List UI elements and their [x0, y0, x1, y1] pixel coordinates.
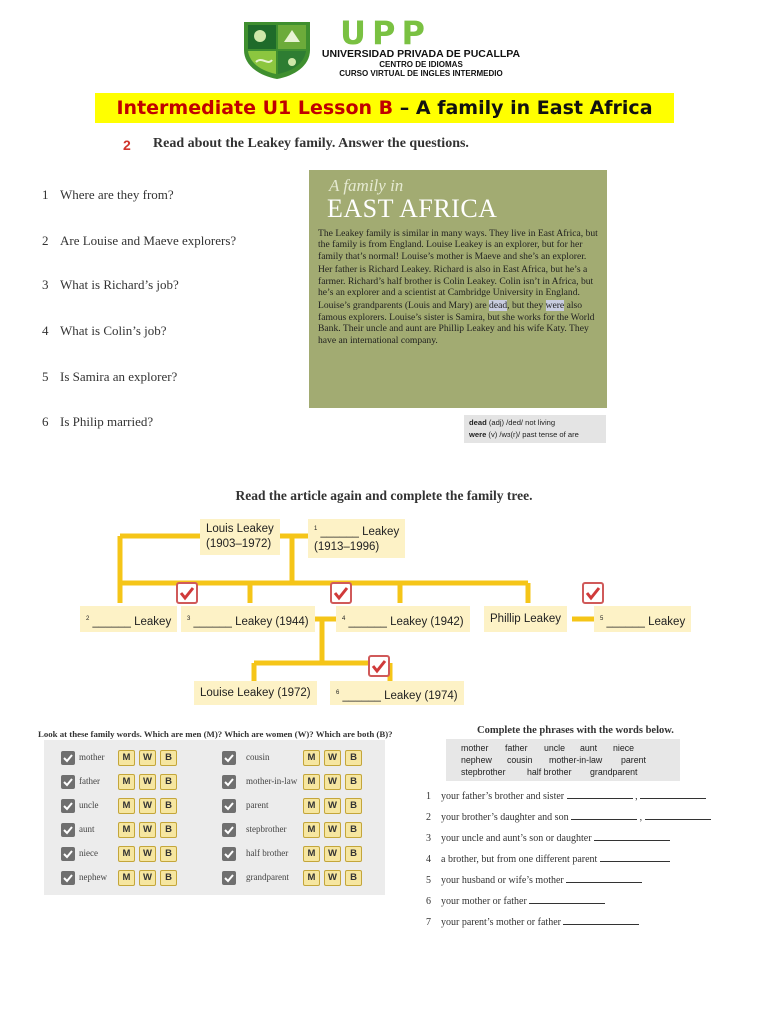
tree-box-5[interactable]: $^5$ ______ Leakey [594, 606, 691, 632]
word-label: niece [79, 848, 98, 858]
check-icon[interactable] [176, 582, 198, 604]
option-b-button[interactable]: B [345, 750, 362, 766]
option-b-button[interactable]: B [345, 846, 362, 862]
answer-blank[interactable] [594, 832, 670, 841]
option-m-button[interactable]: M [118, 774, 135, 790]
word-label: grandparent [246, 872, 289, 882]
answer-blank[interactable] [600, 853, 670, 862]
family-words-panel [44, 740, 385, 895]
option-w-button[interactable]: W [139, 822, 156, 838]
word-bank-item: mother [461, 743, 489, 753]
glossary-highlight: dead [489, 300, 508, 312]
word-bank-item: uncle [544, 743, 566, 753]
option-m-button[interactable]: M [118, 750, 135, 766]
tree-box-louise: Louise Leakey (1972) [194, 681, 317, 705]
answer-blank[interactable] [567, 790, 633, 799]
option-m-button[interactable]: M [118, 822, 135, 838]
option-b-button[interactable]: B [160, 822, 177, 838]
option-m-button[interactable]: M [303, 870, 320, 886]
word-label: mother-in-law [246, 776, 298, 786]
course-name: CURSO VIRTUAL DE INGLES INTERMEDIO [339, 69, 503, 78]
checkbox-icon[interactable] [61, 751, 75, 765]
center-name: CENTRO DE IDIOMAS [379, 60, 463, 69]
word-bank-item: grandparent [590, 767, 638, 777]
family-words-instruction: Look at these family words. Which are men (M)? Which are women (W)? Which are both (B)? [38, 729, 393, 739]
check-icon[interactable] [368, 655, 390, 677]
checkbox-icon[interactable] [61, 847, 75, 861]
word-label: cousin [246, 752, 270, 762]
exercise-instruction: Read about the Leakey family. Answer the questions. [153, 136, 469, 151]
checkbox-icon[interactable] [222, 823, 236, 837]
check-icon[interactable] [330, 582, 352, 604]
word-label: nephew [79, 872, 107, 882]
phrase-item: 3 your uncle and aunt’s son or daughter [426, 832, 670, 844]
phrase-item: 2 your brother’s daughter and son , [426, 811, 711, 823]
checkbox-icon[interactable] [61, 871, 75, 885]
option-m-button[interactable]: M [303, 798, 320, 814]
option-b-button[interactable]: B [345, 774, 362, 790]
phrase-item: 6 your mother or father [426, 895, 605, 907]
word-bank-item: niece [613, 743, 635, 753]
tree-box-4[interactable]: $^4$ ______ Leakey (1942) [336, 606, 470, 632]
option-b-button[interactable]: B [160, 750, 177, 766]
option-w-button[interactable]: W [324, 822, 341, 838]
phrase-item: 4 a brother, but from one different parent [426, 853, 670, 865]
tree-box-6[interactable]: $^6$ ______ Leakey (1974) [330, 681, 464, 705]
question-item: 5 Is Samira an explorer? [42, 369, 178, 384]
checkbox-icon[interactable] [61, 775, 75, 789]
glossary-entry: dead (adj) /ded/ not living [469, 418, 556, 427]
option-w-button[interactable]: W [139, 870, 156, 886]
checkbox-icon[interactable] [61, 799, 75, 813]
tree-box-louis: Louis Leakey (1903–1972) [200, 519, 280, 555]
university-logo [242, 20, 312, 80]
article-paragraph: The Leakey family is similar in many ways. They live in East Africa, but the family is from England. Louise Leakey is an explorer, but for her family that’s normal! Louise’s mother is Maeve and she’s an explorer. [318, 228, 598, 262]
answer-blank[interactable] [571, 811, 637, 820]
option-m-button[interactable]: M [303, 774, 320, 790]
answer-blank[interactable] [563, 916, 639, 925]
checkbox-icon[interactable] [222, 751, 236, 765]
word-label: mother [79, 752, 105, 762]
glossary-highlight: were [545, 300, 565, 312]
option-m-button[interactable]: M [118, 846, 135, 862]
word-bank-item: cousin [507, 755, 533, 765]
lesson-title-banner [95, 93, 674, 123]
phrase-item: 7 your parent’s mother or father [426, 916, 639, 928]
article-paragraph: Louise’s grandparents (Louis and Mary) are dead, but they were also famous explorers. Louise’s sister is Samira, but she works for the World Bank. Their uncle and aunt are Phillip Leakey and his wife Katy. They have an international company. [318, 300, 595, 346]
lesson-topic: – A family in East Africa [393, 97, 653, 119]
logo-text: UPP [340, 14, 431, 52]
university-name: UNIVERSIDAD PRIVADA DE PUCALLPA [321, 48, 521, 60]
tree-instruction: Read the article again and complete the family tree. [235, 488, 533, 503]
question-item: 4 What is Colin’s job? [42, 323, 167, 338]
option-w-button[interactable]: W [324, 846, 341, 862]
question-item: 3 What is Richard’s job? [42, 277, 179, 292]
checkbox-icon[interactable] [61, 823, 75, 837]
tree-box-1[interactable]: $^1$ ______ Leakey (1913–1996) [308, 519, 405, 558]
article-body [318, 228, 603, 348]
option-b-button[interactable]: B [345, 870, 362, 886]
check-icon[interactable] [582, 582, 604, 604]
word-bank-item: aunt [580, 743, 598, 753]
checkbox-icon[interactable] [222, 847, 236, 861]
article-title-small: A family in [329, 176, 404, 195]
tree-box-phillip: Phillip Leakey [484, 606, 567, 632]
option-b-button[interactable]: B [160, 774, 177, 790]
phrase-item: 5 your husband or wife’s mother [426, 874, 642, 886]
option-w-button[interactable]: W [139, 798, 156, 814]
option-w-button[interactable]: W [139, 750, 156, 766]
word-bank-item: mother-in-law [549, 755, 603, 765]
glossary-entry: were (v) /wɜ(r)/ past tense of are [469, 430, 579, 439]
option-m-button[interactable]: M [303, 846, 320, 862]
word-bank-item: parent [621, 755, 646, 765]
article-paragraph: Her father is Richard Leakey. Richard is also in East Africa, but he’s a farmer. Richard’s half brother is Colin Leakey. Colin isn’t in Africa, but he’s an explorer and a scientist at Cambridge University in England. [318, 264, 594, 299]
question-item: 6 Is Philip married? [42, 414, 154, 429]
word-label: parent [246, 800, 269, 810]
option-w-button[interactable]: W [139, 846, 156, 862]
checkbox-icon[interactable] [222, 871, 236, 885]
lesson-code: Intermediate U1 Lesson B [116, 97, 394, 119]
answer-blank[interactable] [640, 790, 706, 799]
word-label: stepbrother [246, 824, 287, 834]
option-w-button[interactable]: W [324, 774, 341, 790]
answer-blank[interactable] [645, 811, 711, 820]
option-b-button[interactable]: B [160, 846, 177, 862]
question-item: 2 Are Louise and Maeve explorers? [42, 233, 237, 248]
article-panel [309, 170, 607, 408]
tree-box-3[interactable]: $^3$ ______ Leakey (1944) [181, 606, 315, 632]
option-b-button[interactable]: B [160, 798, 177, 814]
option-b-button[interactable]: B [345, 822, 362, 838]
word-label: father [79, 776, 100, 786]
article-title: EAST AFRICA [327, 194, 498, 223]
option-b-button[interactable]: B [345, 798, 362, 814]
phrases-instruction: Complete the phrases with the words below. [477, 725, 674, 736]
glossary-box [464, 415, 606, 443]
word-bank-item: half brother [527, 767, 572, 777]
option-m-button[interactable]: M [303, 750, 320, 766]
phrase-item: 1 your father’s brother and sister , [426, 790, 706, 802]
word-label: uncle [79, 800, 99, 810]
checkbox-icon[interactable] [222, 799, 236, 813]
word-label: aunt [79, 824, 95, 834]
checkbox-icon[interactable] [222, 775, 236, 789]
word-bank-item: nephew [461, 755, 492, 765]
option-b-button[interactable]: B [160, 870, 177, 886]
word-bank-item: father [505, 743, 528, 753]
tree-box-2[interactable]: $^2$ ______ Leakey [80, 606, 177, 632]
question-item: 1 Where are they from? [42, 187, 174, 202]
answer-blank[interactable] [566, 874, 642, 883]
option-w-button[interactable]: W [324, 750, 341, 766]
option-m-button[interactable]: M [118, 870, 135, 886]
option-w-button[interactable]: W [324, 870, 341, 886]
word-label: half brother [246, 848, 289, 858]
word-bank [446, 739, 680, 781]
option-w-button[interactable]: W [324, 798, 341, 814]
option-m-button[interactable]: M [118, 798, 135, 814]
exercise-number: 2 [123, 137, 131, 153]
option-m-button[interactable]: M [303, 822, 320, 838]
option-w-button[interactable]: W [139, 774, 156, 790]
word-bank-item: stepbrother [461, 767, 506, 777]
answer-blank[interactable] [529, 895, 605, 904]
